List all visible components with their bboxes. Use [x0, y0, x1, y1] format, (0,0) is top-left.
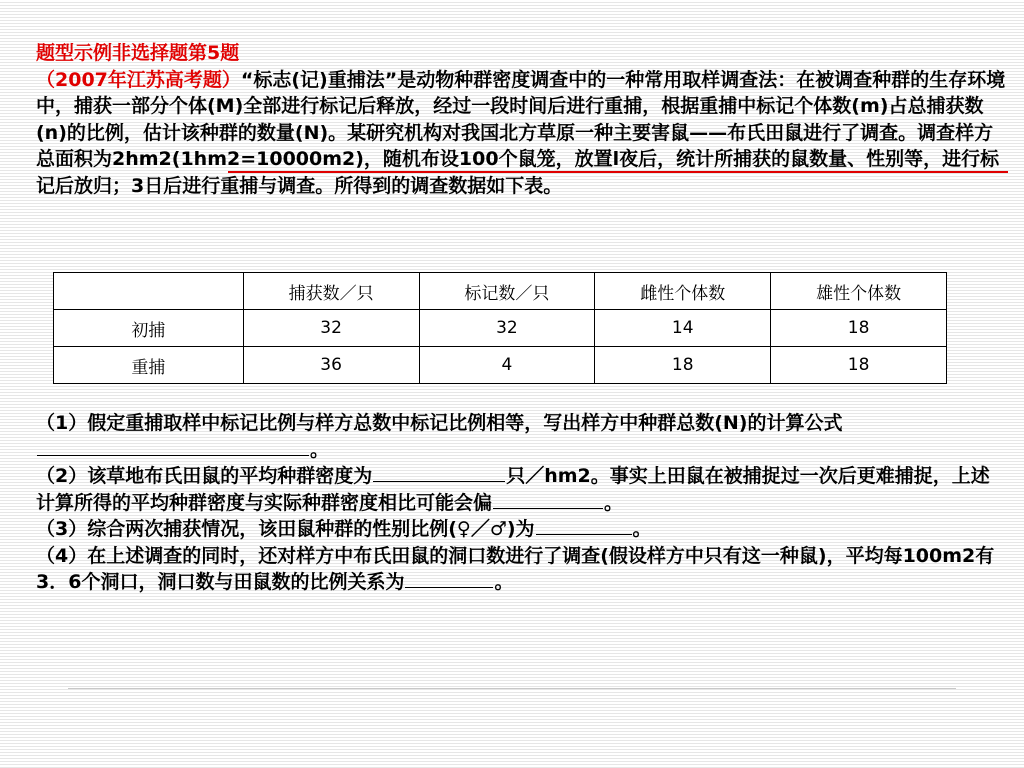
question-2-end: 。	[604, 491, 624, 514]
question-1	[36, 410, 1006, 463]
question-4-end: 。	[494, 571, 514, 593]
question-4-text: （4）在上述调查的同时，还对样方中布氏田鼠的洞口数进行了调查(假设样方中只有这一种鼠)，平均每100m2有3．6个洞口，洞口数与田鼠数的比例关系为	[36, 544, 995, 593]
table-cell: 18	[595, 347, 771, 384]
table-cell: 18	[771, 347, 947, 384]
strikethrough-line	[228, 171, 1008, 173]
question-2-text-b: 只／hm2。事实上田鼠在被捕捉过一次后更难捕捉，上述计算所得的平均种群密度与实际种群密度相比可能会偏	[36, 465, 990, 514]
table-cell: 32	[419, 310, 595, 347]
table-cell: 18	[771, 310, 947, 347]
table-cell: 36	[243, 347, 419, 384]
question-2-text: （2）该草地布氏田鼠的平均种群密度为	[36, 465, 373, 487]
answer-blank-1[interactable]	[37, 437, 309, 456]
footer-divider	[68, 688, 956, 689]
problem-heading: 题型示例非选择题第5题	[36, 42, 240, 64]
answer-blank-2b[interactable]	[493, 490, 603, 509]
table-row	[54, 347, 947, 384]
question-3	[36, 516, 1006, 543]
answer-blank-4[interactable]	[405, 569, 493, 588]
table-cell: 4	[419, 347, 595, 384]
table-header-cell: 标记数／只	[419, 273, 595, 310]
question-4	[36, 543, 1006, 596]
question-2	[36, 463, 1006, 516]
question-3-end: 。	[632, 518, 652, 540]
answer-blank-2a[interactable]	[373, 463, 505, 482]
table-row	[54, 310, 947, 347]
table-cell: 32	[243, 310, 419, 347]
table-header-cell: 雄性个体数	[771, 273, 947, 310]
table-header-row	[54, 273, 947, 310]
table-header-cell: 雌性个体数	[595, 273, 771, 310]
exam-source: （2007年江苏高考题）	[36, 68, 241, 91]
question-1-text: （1）假定重捕取样中标记比例与样方总数中标记比例相等，写出样方中种群总数(N)的计算公式	[36, 412, 843, 434]
question-3-text: （3）综合两次捕获情况，该田鼠种群的性别比例(♀／♂)为	[36, 518, 535, 540]
questions-block	[36, 410, 1006, 596]
table-header-cell: 捕获数／只	[243, 273, 419, 310]
table-cell: 初捕	[54, 310, 244, 347]
table-header-cell	[54, 273, 244, 310]
table-cell: 14	[595, 310, 771, 347]
intro-text: “标志(记)重捕法”是动物种群密度调查中的一种常用取样调查法：在被调查种群的生存环境中，捕获一部分个体(M)全部进行标记后释放，经过一段时间后进行重捕，根据重捕中标记个体数(m)占总捕获数(n)的比例，估计该种群的数量(N)。某研究机构对我国北方草原一种主要害鼠——布氏田鼠进行了调查。调查样方总面积为2hm2(1hm2=10000m2)，随机布设100个鼠笼，放置l夜后，统计所捕获的鼠数量、性别等，进行标记后放归；3日后进行重捕与调查。所得到的调查数据如下表。	[36, 68, 1006, 197]
table-cell: 重捕	[54, 347, 244, 384]
problem-text	[36, 40, 1006, 199]
answer-blank-3[interactable]	[536, 516, 632, 535]
survey-data-table	[53, 272, 947, 384]
problem-intro	[36, 67, 1006, 200]
question-1-end: 。	[310, 438, 330, 461]
